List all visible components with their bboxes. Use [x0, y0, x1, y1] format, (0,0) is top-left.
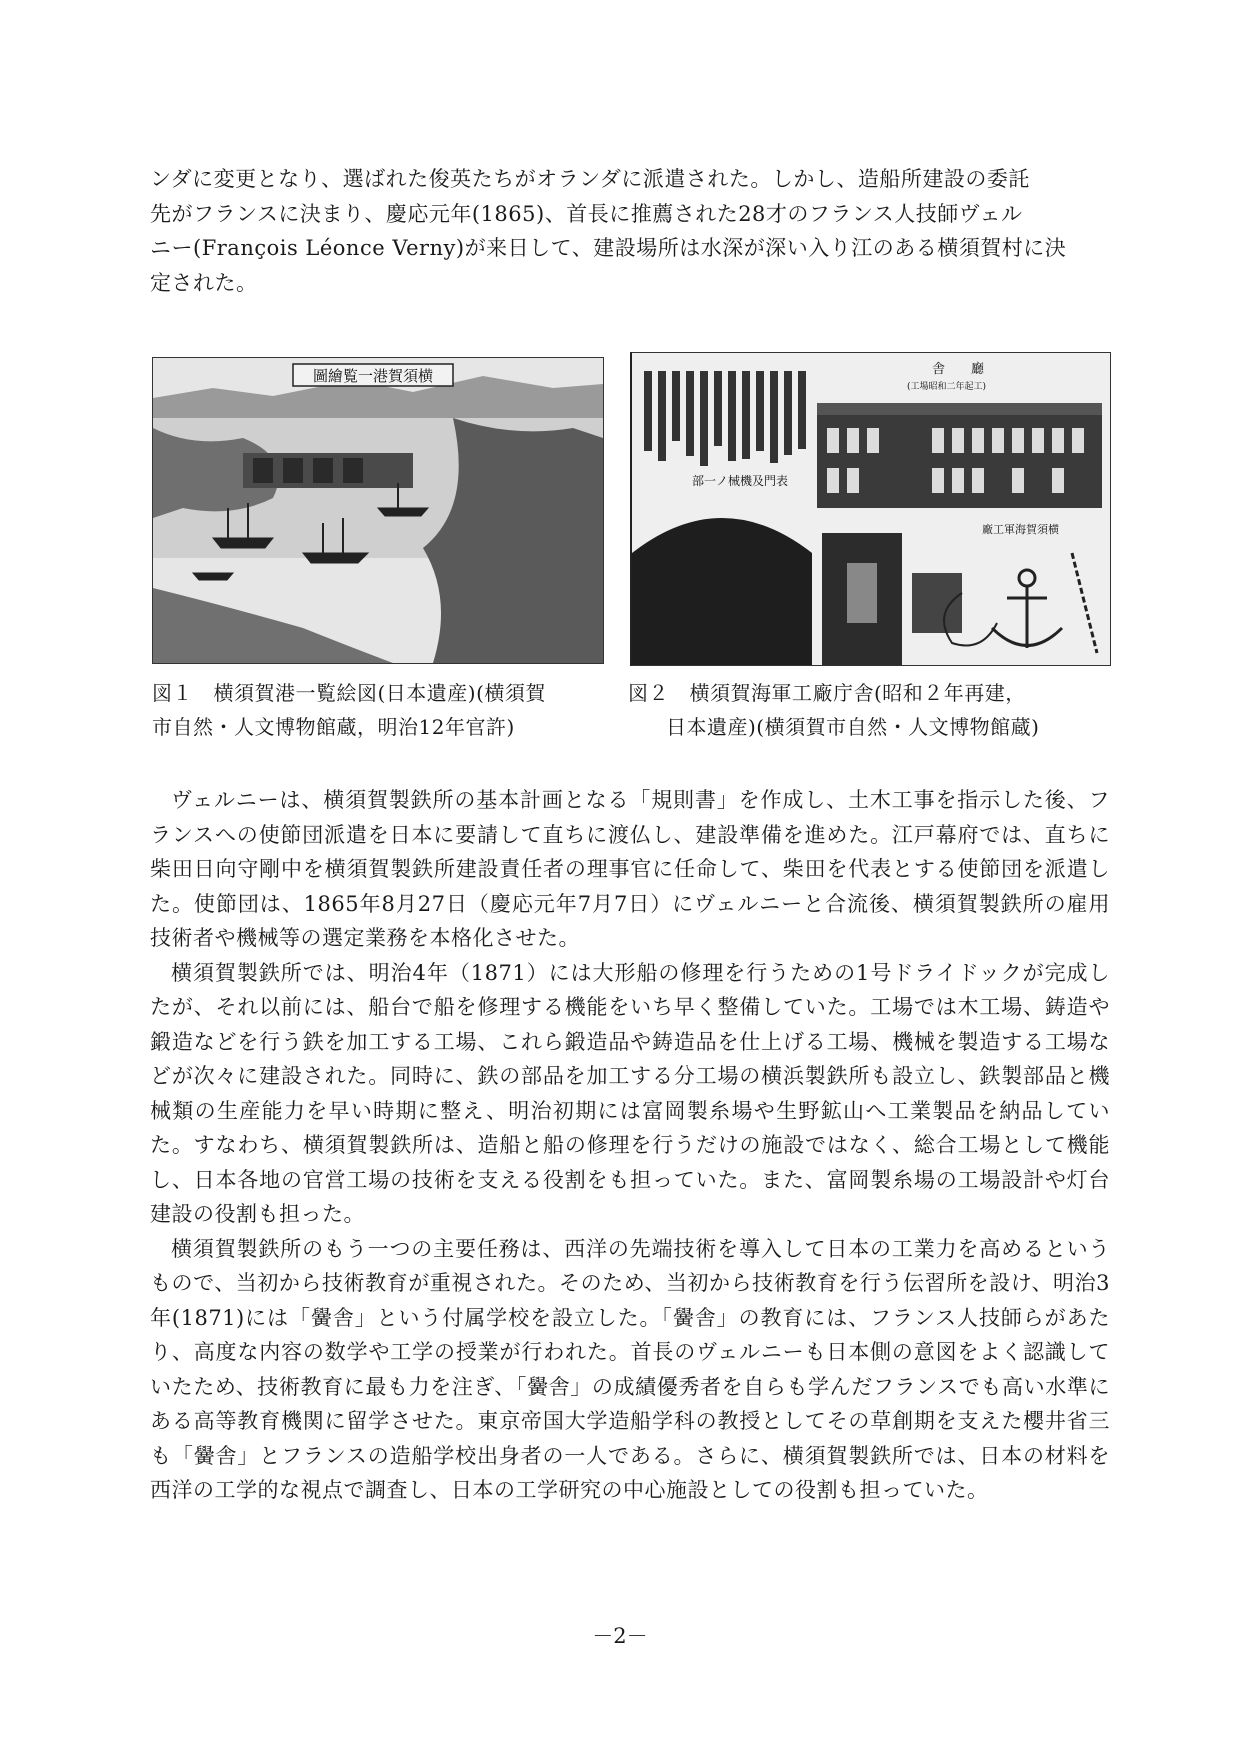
intro-paragraph	[150, 162, 1110, 300]
intro-line: 定された。	[150, 270, 258, 295]
arsenal-photo-drawing	[632, 353, 1110, 665]
figure2-building-sub: (工場昭和二年起工)	[907, 382, 987, 392]
figure2-building-label: 舎 廳	[932, 362, 985, 377]
intro-line: ニー(François Léonce Verny)が来日して、建設場所は水深が深い入り江のある横須賀村に決	[150, 236, 1067, 260]
figure1-caption	[152, 676, 612, 744]
figure1-title-text: 圖繪覧一港賀須横	[312, 367, 434, 385]
figure2-arsenal-photo	[630, 352, 1111, 666]
intro-line: ンダに変更となり、選ばれた俊英たちがオランダに派遣された。しかし、造船所建設の委託	[150, 167, 1030, 191]
figure2-caption-line2: 日本遺産)(横須賀市自然・人文博物館蔵)	[666, 715, 1040, 739]
figure2-gate-label: 部一ノ械機及門表	[692, 474, 789, 488]
figure1-harbor-illustration	[152, 357, 604, 664]
figure2-seal-label: 廠工軍海賀須横	[982, 523, 1059, 536]
paragraph-education: 横須賀製鉄所のもう一つの主要任務は、西洋の先端技術を導入して日本の工業力を高めるというもので、当初から技術教育が重視された。そのため、当初から技術教育を行う伝習所を設け、明治3年(1871)には「黌舎」という付属学校を設立した。「黌舎」の教育には、フランス人技師らがあたり、高度な内容の数学や工学の授業が行われた。首長のヴェルニーも日本側の意図をよく認識していたため、技術教育に最も力を注ぎ、「黌舎」の成績優秀者を自らも学んだフランスでも高い水準にある高等教育機関に留学させた。東京帝国大学造船学科の教授としてその草創期を支えた櫻井省三も「黌舎」とフランスの造船学校出身者の一人である。さらに、横須賀製鉄所では、日本の材料を西洋の工学的な視点で調査し、日本の工学研究の中心施設としての役割も担っていた。	[150, 1236, 1110, 1502]
figure2-caption-line1: 図２ 横須賀海軍工廠庁舎(昭和２年再建，	[628, 681, 1026, 705]
page-number: －2－	[592, 1624, 648, 1648]
intro-line: 先がフランスに決まり、慶応元年(1865)、首長に推薦された28才のフランス人技師ヴェル	[150, 201, 1023, 226]
harbor-drawing	[153, 358, 603, 663]
figure1-caption-line2: 市自然・人文博物館蔵，明治12年官許)	[152, 715, 515, 739]
paragraph-verny: ヴェルニーは、横須賀製鉄所の基本計画となる「規則書」を作成し、土木工事を指示した後、フランスへの使節団派遣を日本に要請して直ちに渡仏し、建設準備を進めた。江戸幕府では、直ちに柴田日向守剛中を横須賀製鉄所建設責任者の理事官に任命して、柴田を代表とする使節団を派遣した。使節団は、1865年8月27日（慶応元年7月7日）にヴェルニーと合流後、横須賀製鉄所の雇用技術者や機械等の選定業務を本格化させた。	[150, 788, 1110, 950]
body-text	[150, 783, 1110, 1508]
figure2-caption	[628, 676, 1118, 744]
figure1-caption-line1: 図１ 横須賀港一覧絵図(日本遺産)(横須賀	[152, 681, 546, 705]
paragraph-factory: 横須賀製鉄所では、明治4年（1871）には大形船の修理を行うための1号ドライドックが完成したが、それ以前には、船台で船を修理する機能をいち早く整備していた。工場では木工場、鋳造や鍛造などを行う鉄を加工する工場、これら鍛造品や鋳造品を仕上げる工場、機械を製造する工場などが次々に建設された。同時に、鉄の部品を加工する分工場の横浜製鉄所も設立し、鉄製部品と機械類の生産能力を早い時期に整え、明治初期には富岡製糸場や生野鉱山へ工業製品を納品していた。すなわち、横須賀製鉄所は、造船と船の修理を行うだけの施設ではなく、総合工場として機能し、日本各地の官営工場の技術を支える役割をも担っていた。また、富岡製糸場の工場設計や灯台建設の役割も担った。	[150, 960, 1110, 1226]
